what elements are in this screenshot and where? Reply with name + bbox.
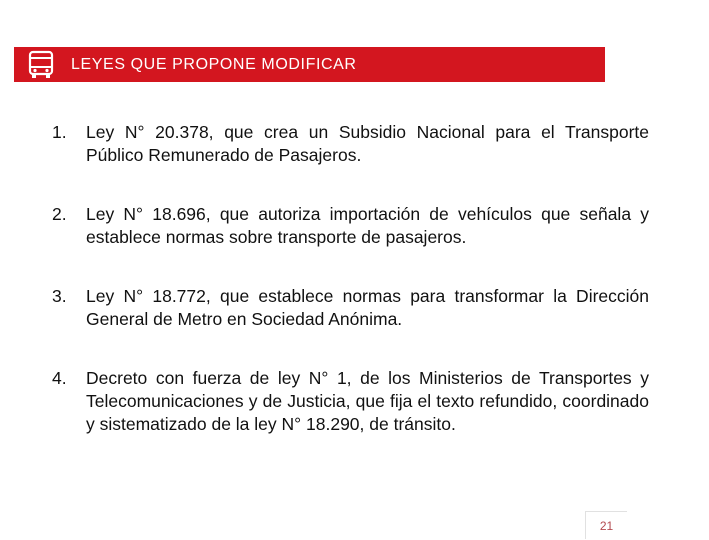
list-item-number: 2.	[52, 204, 67, 224]
list-item	[52, 367, 649, 436]
list-item	[52, 285, 649, 331]
list-item-number: 1.	[52, 122, 67, 142]
list-item-text: Ley N° 20.378, que crea un Subsidio Nacional para el Transporte Público Remunerado de Pasajeros.	[86, 122, 649, 165]
law-list	[52, 121, 649, 436]
list-item-text: Ley N° 18.772, que establece normas para transformar la Dirección General de Metro en Sociedad Anónima.	[86, 286, 649, 329]
page-number: 21	[585, 511, 627, 539]
list-item	[52, 203, 649, 249]
header-title: LEYES QUE PROPONE MODIFICAR	[71, 55, 357, 73]
section-header	[14, 47, 605, 82]
list-item	[52, 121, 649, 167]
list-item-number: 3.	[52, 286, 67, 306]
bus-icon	[26, 50, 56, 80]
list-item-number: 4.	[52, 368, 67, 388]
list-item-text: Decreto con fuerza de ley N° 1, de los Ministerios de Transportes y Telecomunicaciones y de Justicia, que fija el texto refundido, coordinado y sistematizado de la ley N° 18.290, de tránsito.	[86, 368, 649, 434]
list-item-text: Ley N° 18.696, que autoriza importación de vehículos que señala y establece normas sobre transporte de pasajeros.	[86, 204, 649, 247]
